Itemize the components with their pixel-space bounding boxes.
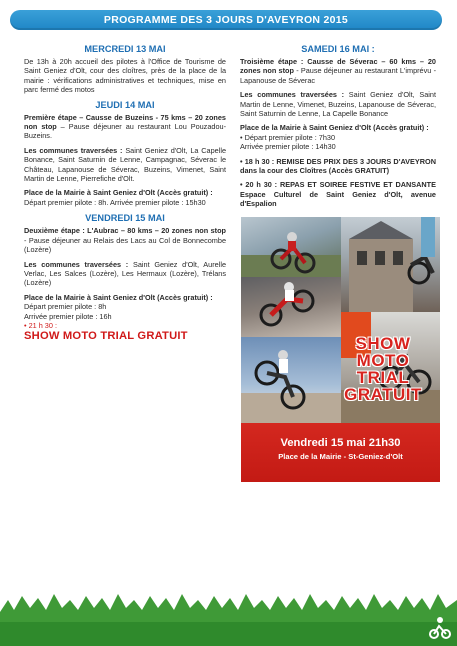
day-title-jeudi: JEUDI 14 MAI [95, 99, 155, 110]
poster-show-line: SHOW [355, 334, 411, 353]
vendredi-place: Place de la Mairie à Saint Geniez d'Olt (Accès gratuit) : [24, 292, 213, 302]
samedi-etape [240, 57, 436, 85]
show-poster [241, 217, 440, 482]
jeudi-communes-label: Les communes traversées : [24, 145, 123, 155]
samedi-communes [240, 90, 436, 118]
left-column [24, 44, 226, 343]
jeudi-communes-list: Saint Geniez d'Olt, La Capelle Bonance, Saint Saturnin de Lenne, Campagnac, Séverac le Château, Lapanouse de Séverac, Buzeins, Vimenet, Saint Martin de Lenne, Pierrefiche d'Olt. [24, 145, 226, 184]
samedi-etape-bold: Troisième étape : Causse de Séverac – 60 kms – 20 zones non stop [240, 57, 436, 76]
samedi-arrivee: Arrivée premier pilote : 14h30 [240, 142, 336, 152]
program-banner: PROGRAMME DES 3 JOURS D'AVEYRON 2015 [10, 10, 442, 30]
samedi-remise: • 18 h 30 : REMISE DES PRIX DES 3 JOURS D'AVEYRON dans la cour des Cloîtres (Accès GRATUIT) [240, 156, 436, 176]
samedi-etape-rest: - Pause déjeuner au restaurant L'imprévu - Lapanouse de Séverac [240, 66, 436, 85]
poster-photo-rider-1 [241, 217, 341, 277]
vendredi-etape [24, 226, 226, 254]
samedi-communes-label: Les communes traversées : [240, 90, 345, 100]
vendredi-communes-list: Saint Geniez d'Olt, Aurelle Verlac, Les Salces (Lozère), Les Hermaux (Lozère), Trélans (Lozère) [24, 259, 227, 288]
day-title-samedi: SAMEDI 16 MAI : [301, 44, 375, 54]
poster-place: Place de la Mairie - St-Geniez-d'Olt [278, 452, 403, 461]
grass-decoration [0, 592, 457, 646]
poster-show-line: TRIAL [356, 368, 410, 387]
day-title-mercredi: MERCREDI 13 MAI [84, 44, 166, 54]
mercredi-text: De 13h à 20h accueil des pilotes à l'Office de Tourisme de Saint Geniez d'Olt, cour des cloîtres, près de la place de la mairie : vérifications administratives et techniques, mise en parc fermé des motos [24, 57, 226, 95]
poster-show-title [329, 335, 437, 403]
poster-photo-building [341, 217, 440, 312]
right-column [240, 44, 436, 214]
vendredi-arrivee: Arrivée premier pilote : 16h [24, 311, 112, 321]
poster-show-line: GRATUIT [344, 385, 422, 404]
day-title-vendredi: VENDREDI 15 MAI [85, 213, 165, 224]
samedi-place: Place de la Mairie à Saint Geniez d'Olt (Accès gratuit) : [240, 123, 429, 133]
jeudi-place: Place de la Mairie à Saint Geniez d'Olt (Accès gratuit) : [24, 188, 213, 198]
vendredi-show-time: • 21 h 30 : [24, 320, 57, 330]
poster-show-line: MOTO [356, 351, 410, 370]
poster-photo-collage [241, 217, 440, 423]
vendredi-show-title: SHOW MOTO TRIAL GRATUIT [24, 330, 188, 343]
jeudi-etape-rest: – Pause déjeuner au restaurant Lou Pouzadou-Buzeins. [24, 122, 226, 141]
motorbike-icon [429, 614, 451, 640]
footer-grass [0, 584, 457, 646]
samedi-repas: • 20 h 30 : REPAS ET SOIREE FESTIVE ET DANSANTE Espace Culturel de Saint Geniez d'Olt, avenue d'Espalion [240, 180, 436, 209]
jeudi-depart: Départ premier pilote : 8h. Arrivée premier pilote : 15h30 [24, 197, 206, 207]
samedi-depart: • Départ premier pilote : 7h30 [240, 132, 336, 142]
vendredi-communes-label: Les communes traversées : [24, 259, 129, 269]
poster-footer [241, 423, 440, 482]
vendredi-etape-rest: - Pause déjeuner au Relais des Lacs au Col de Bonnecombe (Lozère) [24, 235, 226, 255]
jeudi-etape [24, 113, 226, 141]
vendredi-etape-bold: Deuxième étape : L'Aubrac – 80 kms – 20 zones non stop [24, 226, 226, 236]
vendredi-communes [24, 260, 226, 288]
vendredi-depart: Départ premier pilote : 8h [24, 302, 107, 312]
jeudi-communes [24, 146, 226, 184]
poster-date: Vendredi 15 mai 21h30 [280, 437, 401, 449]
jeudi-etape-bold: Première étape – Causse de Buzeins - 75 kms – 20 zones non stop [24, 112, 226, 132]
samedi-communes-list: Saint Geniez d'Olt, Saint Martin de Lenne, Vimenet, Buzeins, Lapanouse de Séverac, Saint Saturnin de Lenne, La Capelle Bonance [240, 90, 437, 119]
poster-photo-wheelie [241, 337, 341, 423]
poster-photo-rider-2 [241, 277, 341, 337]
